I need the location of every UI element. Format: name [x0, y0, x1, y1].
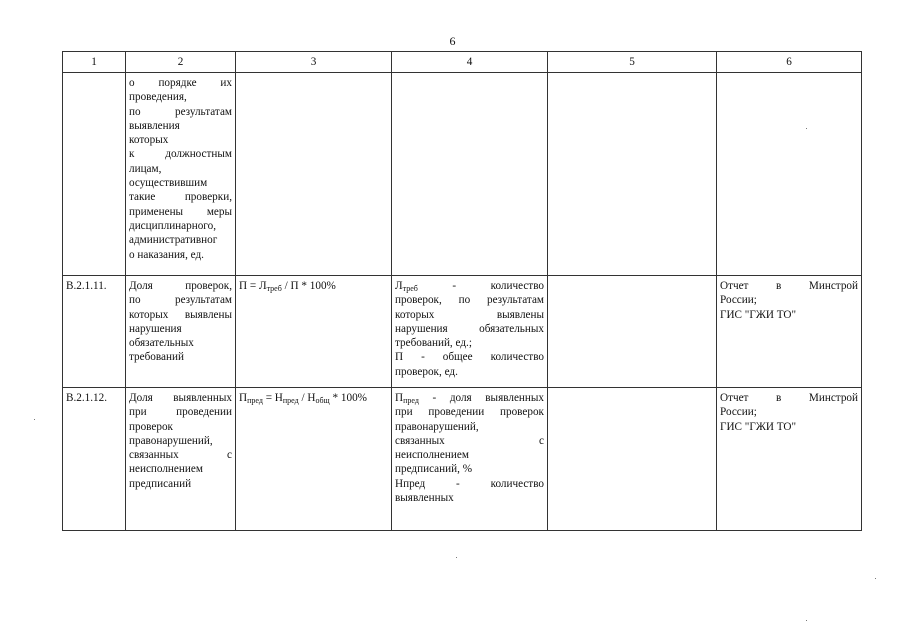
cell-line: требований, ед.;: [395, 337, 472, 350]
code-cell: [63, 73, 126, 276]
scan-speck: [806, 620, 807, 621]
formula-subscript: треб: [266, 284, 282, 293]
formula-part: * 100%: [329, 392, 367, 404]
cell-line: П - общее количество: [395, 351, 544, 364]
cell-line: [395, 279, 544, 293]
formula-subscript: пред: [247, 396, 263, 405]
scan-speck: [875, 578, 876, 579]
cell-line: Нпред - количество: [395, 477, 544, 490]
formula-cell: [236, 73, 392, 276]
table-row: [63, 276, 862, 388]
symbol: Л: [395, 280, 403, 292]
source-cell: [717, 276, 862, 388]
formula-subscript: общ: [315, 396, 330, 405]
code-cell: В.2.1.11.: [63, 276, 126, 388]
cell-line: проверок, по результатам: [395, 294, 544, 307]
cell-line: по результатам: [129, 294, 232, 307]
cell-line: связанных с: [395, 434, 544, 447]
cell-line: осуществившим: [129, 177, 208, 190]
cell-line: [395, 391, 544, 405]
formula-cell: [236, 388, 392, 531]
formula-part: П: [239, 392, 248, 404]
empty-cell: [548, 276, 717, 388]
cell-line: выявленных: [395, 492, 454, 505]
cell-line: Доля выявленных: [129, 392, 232, 404]
empty-cell: [548, 388, 717, 531]
formula-subscript: пред: [282, 396, 299, 405]
column-header: 6: [717, 52, 862, 73]
formula-part: / П * 100%: [281, 280, 336, 292]
column-header: 4: [392, 52, 548, 73]
table-header-row: [63, 52, 862, 73]
line-text: - доля выявленных: [418, 392, 544, 404]
column-header: 3: [236, 52, 392, 73]
cell-line: которых выявлены: [129, 308, 232, 321]
cell-line: ГИС "ГЖИ ТО": [720, 308, 797, 321]
cell-line: которых: [129, 134, 169, 147]
cell-line: такие проверки,: [129, 191, 232, 204]
page-number: 6: [449, 34, 456, 48]
cell-line: по результатам: [129, 105, 232, 118]
cell-line: неисполнением: [129, 463, 203, 476]
cell-line: лицам,: [129, 162, 162, 175]
description-cell: [392, 73, 548, 276]
cell-line: правонарушений,: [129, 434, 213, 447]
cell-line: Отчет в Минстрой: [720, 280, 858, 292]
indicator-name-cell: [126, 276, 236, 388]
cell-line: применены меры: [129, 205, 232, 218]
column-header: 5: [548, 52, 717, 73]
line-text: - количество: [417, 280, 544, 292]
cell-line: при проведении проверок: [395, 406, 544, 419]
source-cell: [717, 388, 862, 531]
cell-line: к должностным: [129, 148, 232, 161]
cell-line: проверок: [129, 420, 173, 433]
scan-speck: [34, 419, 35, 420]
cell-line: выявления: [129, 119, 180, 132]
cell-line: обязательных: [129, 337, 194, 350]
cell-line: правонарушений,: [395, 420, 479, 433]
cell-line: предписаний: [129, 477, 192, 490]
cell-line: требований: [129, 351, 184, 364]
table-row: [63, 73, 862, 276]
description-cell: [392, 276, 548, 388]
scan-speck: [806, 128, 807, 129]
formula-part: П = Л: [239, 280, 267, 292]
cell-line: России;: [720, 294, 757, 307]
cell-line: Доля проверок,: [129, 280, 232, 292]
cell-line: предписаний, %: [395, 463, 473, 476]
cell-line: Отчет в Минстрой: [720, 392, 858, 404]
table-row: [63, 388, 862, 531]
code-cell: В.2.1.12.: [63, 388, 126, 531]
description-cell: [392, 388, 548, 531]
indicator-table: [62, 51, 862, 531]
empty-cell: [548, 73, 717, 276]
cell-line: проверок, ед.: [395, 365, 458, 378]
column-header: 1: [63, 52, 126, 73]
source-cell: [717, 73, 862, 276]
cell-line: о порядке их: [129, 77, 232, 89]
formula-part: = Н: [262, 392, 283, 404]
cell-line: дисциплинарного,: [129, 219, 217, 232]
indicator-name-cell: [126, 73, 236, 276]
symbol: П: [395, 392, 404, 404]
cell-line: ГИС "ГЖИ ТО": [720, 420, 797, 433]
formula-part: / Н: [298, 392, 316, 404]
symbol-subscript: треб: [402, 284, 418, 293]
cell-line: которых выявлены: [395, 308, 544, 321]
scan-speck: [456, 557, 457, 558]
cell-line: административног: [129, 234, 218, 247]
cell-line: связанных с: [129, 449, 232, 462]
cell-line: неисполнением: [395, 449, 469, 462]
symbol-subscript: пред: [403, 396, 419, 405]
cell-line: нарушения: [129, 322, 182, 335]
cell-line: о наказания, ед.: [129, 248, 204, 261]
indicator-name-cell: [126, 388, 236, 531]
cell-line: нарушения обязательных: [395, 322, 544, 335]
cell-line: проведения,: [129, 91, 187, 104]
cell-line: России;: [720, 406, 757, 419]
formula-cell: [236, 276, 392, 388]
cell-line: при проведении: [129, 406, 232, 419]
column-header: 2: [126, 52, 236, 73]
